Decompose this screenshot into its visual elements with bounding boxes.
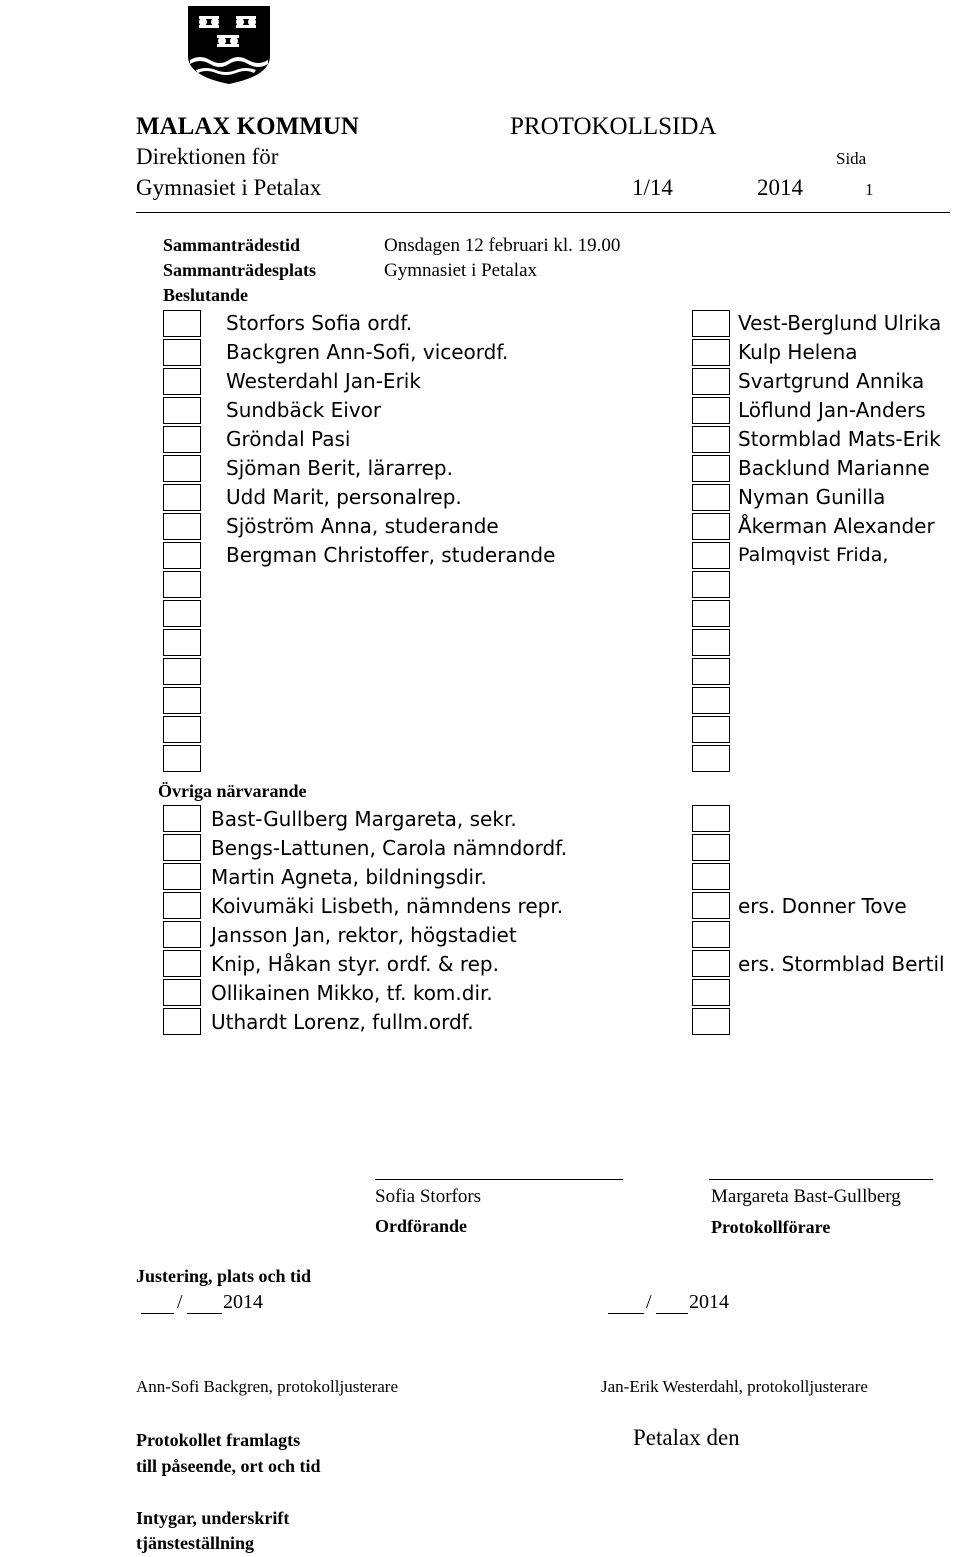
date-slash: /	[177, 1291, 183, 1313]
deciding-label: Beslutande	[163, 285, 249, 305]
check-month-line[interactable]	[187, 1313, 222, 1314]
certificate-label-1: Intygar, underskrift	[136, 1508, 290, 1528]
board-line-2: Gymnasiet i Petalax	[136, 175, 322, 200]
attendance-checkbox[interactable]	[163, 805, 201, 832]
document-type: PROTOKOLLSIDA	[510, 113, 717, 140]
attendance-checkbox[interactable]	[163, 950, 201, 977]
date-slash: /	[646, 1291, 652, 1313]
attendance-checkbox[interactable]	[163, 834, 201, 861]
attendee-name: Jansson Jan, rektor, högstadiet	[211, 923, 517, 947]
member-name: Kulp Helena	[738, 340, 858, 364]
attendee-name: Martin Agneta, bildningsdir.	[211, 865, 487, 889]
secretary-name: Margareta Bast-Gullberg	[711, 1186, 901, 1207]
attendance-checkbox[interactable]	[163, 368, 201, 395]
certificate-label-2: tjänsteställning	[136, 1533, 255, 1553]
page-number: 1	[865, 180, 874, 199]
attendance-checkbox[interactable]	[163, 571, 201, 598]
member-name: Sundbäck Eivor	[226, 398, 382, 422]
attendance-checkbox[interactable]	[692, 892, 730, 919]
secretary-signature-line[interactable]	[709, 1179, 933, 1180]
attendance-checkbox[interactable]	[163, 542, 201, 569]
attendee-name: Bast-Gullberg Margareta, sekr.	[211, 807, 517, 831]
meeting-place-value: Gymnasiet i Petalax	[384, 260, 538, 281]
attendance-checkbox[interactable]	[692, 484, 730, 511]
attendance-checkbox[interactable]	[163, 979, 201, 1006]
public-label-1: Protokollet framlagts	[136, 1430, 301, 1450]
member-name: Bergman Christoffer, studerande	[226, 543, 556, 567]
attendance-checkbox[interactable]	[692, 455, 730, 482]
attendance-checkbox[interactable]	[163, 455, 201, 482]
attendance-checkbox[interactable]	[692, 658, 730, 685]
member-name: Nyman Gunilla	[738, 485, 886, 509]
member-name: Udd Marit, personalrep.	[226, 485, 462, 509]
attendance-checkbox[interactable]	[163, 863, 201, 890]
chair-signature-line[interactable]	[375, 1179, 623, 1180]
public-label-2: till påseende, ort och tid	[136, 1456, 321, 1476]
municipality-name: MALAX KOMMUN	[136, 113, 359, 140]
header-divider	[136, 212, 950, 213]
attendance-checkbox[interactable]	[163, 513, 201, 540]
meeting-place-label: Sammanträdesplats	[163, 260, 317, 280]
attendance-checkbox[interactable]	[163, 339, 201, 366]
others-present-label: Övriga närvarande	[158, 781, 307, 801]
member-name: Åkerman Alexander	[738, 514, 935, 538]
attendance-checkbox[interactable]	[163, 310, 201, 337]
attendance-checkbox[interactable]	[692, 426, 730, 453]
member-name: Backgren Ann-Sofi, viceordf.	[226, 340, 509, 364]
page-label: Sida	[836, 149, 867, 168]
attendance-checkbox[interactable]	[692, 542, 730, 569]
member-name: Palmqvist Frida,	[738, 544, 889, 566]
member-name: Gröndal Pasi	[226, 427, 351, 451]
attendee-name: Uthardt Lorenz, fullm.ordf.	[211, 1010, 474, 1034]
meeting-time-label: Sammanträdestid	[163, 235, 301, 255]
attendance-checkbox[interactable]	[163, 1008, 201, 1035]
attendance-checkbox[interactable]	[692, 921, 730, 948]
checking-label: Justering, plats och tid	[136, 1266, 312, 1286]
attendance-checkbox[interactable]	[692, 368, 730, 395]
member-name: Stormblad Mats-Erik	[738, 427, 941, 451]
substitute-name: ers. Donner Tove	[738, 894, 907, 918]
attendance-checkbox[interactable]	[692, 716, 730, 743]
attendee-name: Bengs-Lattunen, Carola nämndordf.	[211, 836, 568, 860]
check-day-line[interactable]	[141, 1313, 174, 1314]
member-name: Löflund Jan-Anders	[738, 398, 926, 422]
attendance-checkbox[interactable]	[692, 745, 730, 772]
member-name: Westerdahl Jan-Erik	[226, 369, 421, 393]
attendance-checkbox[interactable]	[692, 1008, 730, 1035]
attendance-checkbox[interactable]	[692, 950, 730, 977]
attendance-checkbox[interactable]	[163, 716, 201, 743]
attendance-checkbox[interactable]	[692, 397, 730, 424]
attendance-checkbox[interactable]	[163, 426, 201, 453]
member-name: Vest-Berglund Ulrika	[738, 311, 942, 335]
checker-right: Jan-Erik Westerdahl, protokolljusterare	[601, 1377, 868, 1396]
attendance-checkbox[interactable]	[163, 629, 201, 656]
attendee-name: Ollikainen Mikko, tf. kom.dir.	[211, 981, 493, 1005]
attendance-checkbox[interactable]	[692, 513, 730, 540]
attendance-checkbox[interactable]	[692, 805, 730, 832]
attendance-checkbox[interactable]	[163, 658, 201, 685]
board-line-1: Direktionen för	[136, 144, 279, 169]
attendance-checkbox[interactable]	[692, 687, 730, 714]
attendance-checkbox[interactable]	[692, 339, 730, 366]
member-name: Sjöström Anna, studerande	[226, 514, 499, 538]
check-day-line[interactable]	[608, 1313, 644, 1314]
member-name: Svartgrund Annika	[738, 369, 925, 393]
member-name: Backlund Marianne	[738, 456, 930, 480]
attendance-checkbox[interactable]	[163, 921, 201, 948]
check-year-left: 2014	[223, 1291, 263, 1313]
attendee-name: Knip, Håkan styr. ordf. & rep.	[211, 952, 499, 976]
secretary-title: Protokollförare	[711, 1217, 831, 1237]
public-place: Petalax den	[633, 1425, 740, 1450]
attendance-checkbox[interactable]	[692, 863, 730, 890]
attendance-checkbox[interactable]	[692, 629, 730, 656]
checker-left: Ann-Sofi Backgren, protokolljusterare	[136, 1377, 399, 1396]
attendance-checkbox[interactable]	[163, 484, 201, 511]
attendance-checkbox[interactable]	[163, 892, 201, 919]
attendance-checkbox[interactable]	[163, 397, 201, 424]
attendance-checkbox[interactable]	[692, 979, 730, 1006]
chair-name: Sofia Storfors	[375, 1186, 482, 1207]
protocol-number: 1/14	[632, 175, 673, 200]
member-name: Storfors Sofia ordf.	[226, 311, 413, 335]
meeting-time-value: Onsdagen 12 februari kl. 19.00	[384, 235, 621, 256]
coat-of-arms-icon	[186, 4, 272, 86]
chair-title: Ordförande	[375, 1216, 467, 1236]
attendee-name: Koivumäki Lisbeth, nämndens repr.	[211, 894, 564, 918]
substitute-name: ers. Stormblad Bertil	[738, 952, 945, 976]
check-year-right: 2014	[689, 1291, 729, 1313]
member-name: Sjöman Berit, lärarrep.	[226, 456, 453, 480]
check-month-line[interactable]	[656, 1313, 688, 1314]
attendance-checkbox[interactable]	[692, 834, 730, 861]
attendance-checkbox[interactable]	[692, 600, 730, 627]
attendance-checkbox[interactable]	[692, 310, 730, 337]
attendance-checkbox[interactable]	[163, 687, 201, 714]
protocol-year: 2014	[757, 175, 803, 200]
attendance-checkbox[interactable]	[163, 600, 201, 627]
attendance-checkbox[interactable]	[692, 571, 730, 598]
attendance-checkbox[interactable]	[163, 745, 201, 772]
